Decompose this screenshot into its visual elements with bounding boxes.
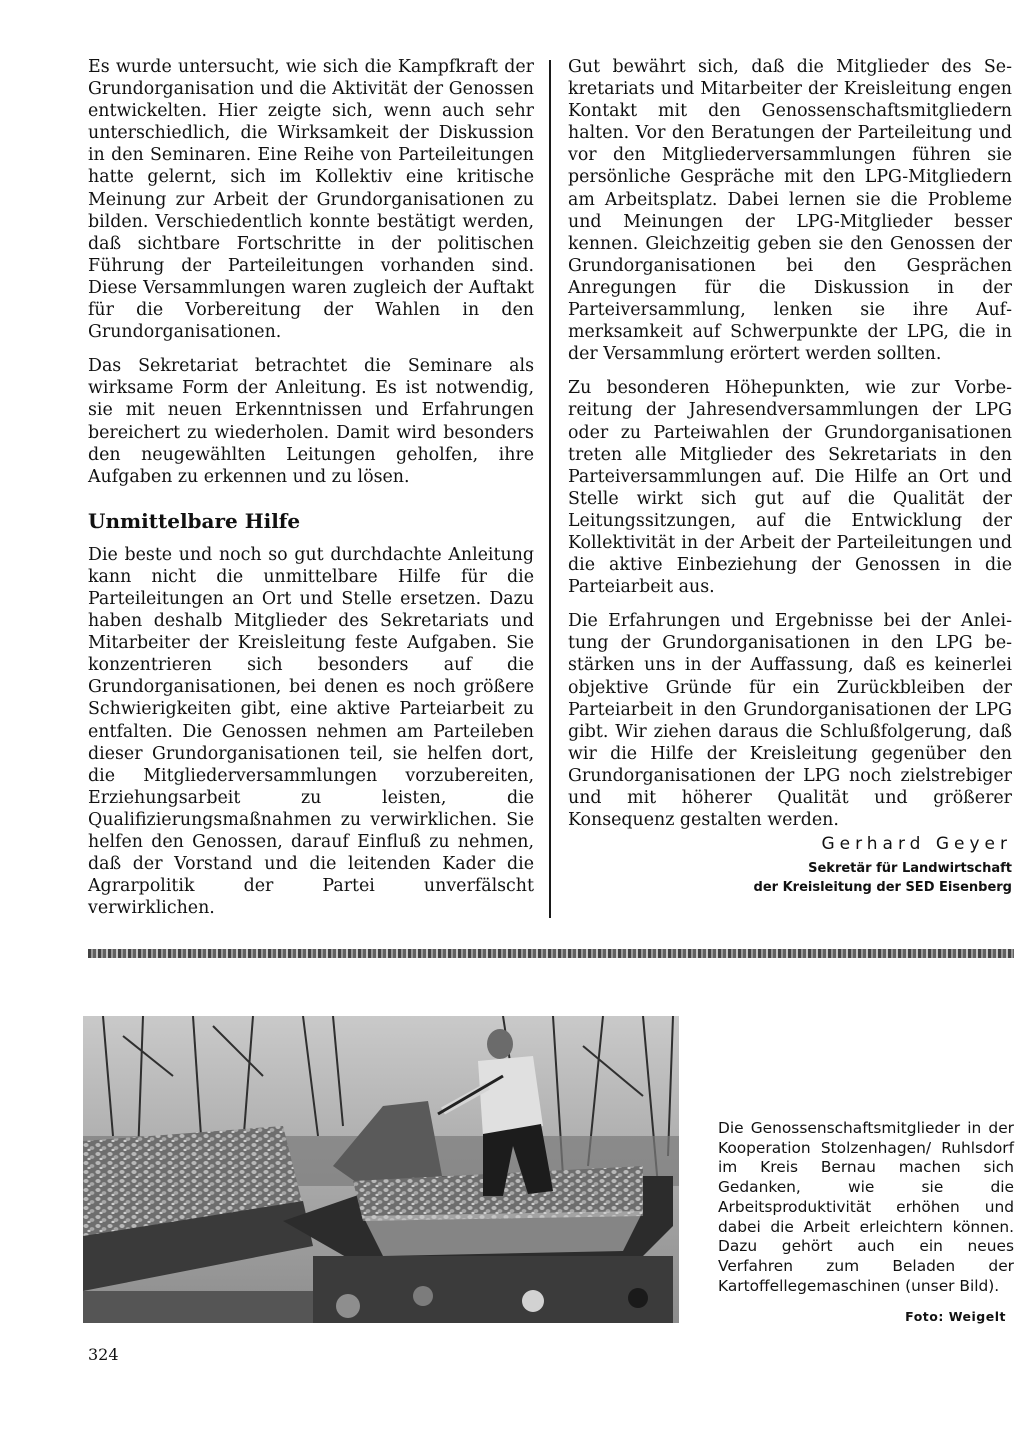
article-paragraph: Die Erfahrungen und Ergebnisse bei der Anleitung der Grundorganisationen in den LPG bestärken uns in der Auffassung, daß es keinerlei objektive Gründe für ein Zurückbleiben der Parteiarbeit in den Grundorganisationen der LPG gibt. Wir ziehen daraus die Schlußfolgerung, daß wir die Hilfe der Kreisleitung gegenüber den Grundorganisationen der LPG noch zielstrebiger und mit höherer Qualität und größerer Konsequenz gestalten werden.: [568, 611, 1012, 831]
article-right-column: [568, 56, 1012, 843]
column-divider: [549, 60, 551, 918]
article-paragraph: Gut bewährt sich, daß die Mitglieder des Sekretariats und Mitarbeiter der Kreisleitung engen Kontakt mit den Genossenschaftsmitgliedern halten. Vor den Beratungen der Parteileitung und vor den Mitgliederversammlungen führen sie persönliche Gespräche mit den LPG-Mitgliedern am Arbeitsplatz. Dabei lernen sie die Probleme und Meinungen der LPG-Mitglieder besser kennen. Gleichzeitig geben sie den Genossen der Grundorganisationen bei den Gesprächen Anregungen für die Diskussion in der Parteiversammlung, lenken sie ihre Aufmerksamkeit auf Schwerpunkte der LPG, die in der Versammlung erörtert werden sollten.: [568, 57, 1012, 365]
section-heading: Unmittelbare Hilfe: [88, 508, 301, 533]
author-role-line: Sekretär für Landwirtschaft: [808, 861, 1012, 876]
author-name: Gerhard Geyer: [821, 834, 1012, 854]
author-signature: [700, 834, 1012, 897]
page-number: 324: [88, 1345, 119, 1364]
article-paragraph: Das Sekretariat betrachtet die Seminare als wirksame Form der Anleitung. Es ist notwendig, sie mit neuen Erkenntnissen und Erfahrungen bereichert zu wiederholen. Damit wird besonders den neugewählten Leitungen geholfen, ihre Aufgaben zu erkennen und zu lösen.: [88, 356, 534, 487]
photo-caption: Die Genossenschaftsmitglieder in der Kooperation Stolzenhagen/ Ruhlsdorf im Kreis Bernau machen sich Gedanken, wie sie die Arbeitsproduktivität erhöhen und dabei die Arbeit erleichtern können. Dazu gehört auch ein neues Verfahren zum Beladen der Kartoffellegemaschinen (unser Bild).: [718, 1119, 1014, 1295]
photo-credit: Foto: Weigelt: [905, 1309, 1006, 1324]
article-paragraph: Es wurde untersucht, wie sich die Kampfkraft der Grundorganisation und die Aktivität der Genossen entwickelten. Hier zeigte sich, wenn auch sehr unterschiedlich, die Wirksamkeit der Diskussion in den Seminaren. Eine Reihe von Parteileitungen hatte gelernt, sich im Kollektiv eine kritische Meinung zur Arbeit der Grundorganisationen zu bilden. Verschiedentlich konnte bestätigt werden, daß sichtbare Fortschritte in der politischen Führung der Parteileitungen vorhanden sind. Diese Versammlungen waren zugleich der Auftakt für die Vorbereitung der Wahlen in den Grundorganisationen.: [88, 57, 534, 343]
section-separator: [88, 949, 1014, 958]
article-left-column: [88, 56, 534, 931]
farm-photo: [83, 1016, 679, 1323]
article-paragraph: Die beste und noch so gut durchdachte Anleitung kann nicht die unmittelbare Hilfe für die Parteileitungen an Ort und Stelle ersetzen. Dazu haben deshalb Mitglieder des Sekretariats und Mitarbeiter der Kreisleitung feste Aufgaben. Sie konzentrieren sich besonders auf die Grundorganisationen, bei denen es noch größere Schwierigkeiten gibt, eine aktive Parteiarbeit zu entfalten. Die Genossen nehmen am Parteileben dieser Grundorganisationen teil, sie helfen dort, die Mitgliederversammlungen vorzubereiten, Erziehungsarbeit zu leisten, die Qualifizierungsmaßnahmen zu verwirklichen. Sie helfen den Genossen, darauf Einfluß zu nehmen, daß der Vorstand und die leitenden Kader die Agrarpolitik der Partei unverfälscht verwirklichen.: [88, 544, 534, 919]
article-paragraph: Zu besonderen Höhepunkten, wie zur Vorbereitung der Jahresendversammlungen der LPG oder zu Parteiwahlen der Grundorganisationen treten alle Mitglieder des Sekretariats in den Parteiversammlungen auf. Die Hilfe an Ort und Stelle wirkt sich gut auf die Qualität der Leitungssitzungen, auf die Entwicklung der Kollektivität in der Arbeit der Parteileitungen und die aktive Einbeziehung der Genossen in die Parteiarbeit aus.: [568, 378, 1012, 598]
author-role-line: der Kreisleitung der SED Eisenberg: [753, 880, 1012, 895]
